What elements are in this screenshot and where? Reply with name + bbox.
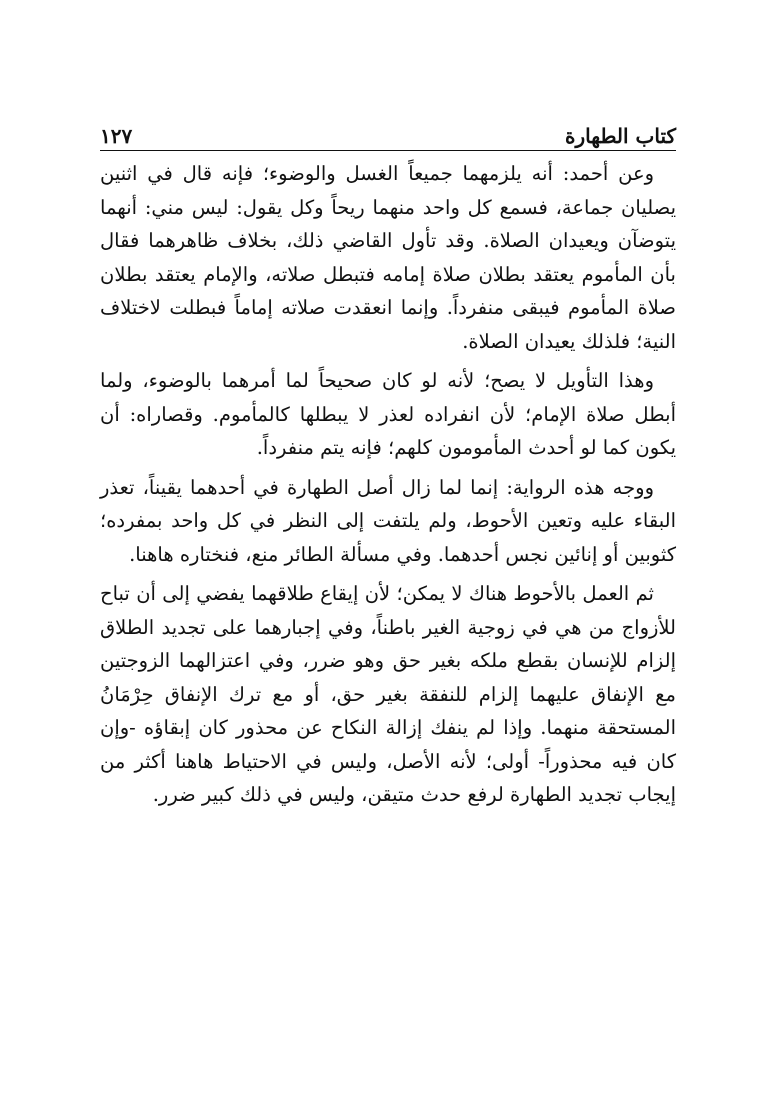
paragraph: ووجه هذه الرواية: إنما لما زال أصل الطهارة في أحدهما يقيناً، تعذر البقاء عليه وتعين الأحوط، ولم يلتفت إلى النظر في كل واحد بمفرده؛ كثوبين أو إنائين نجس أحدهما. وفي مسألة الطائر منع، فنختاره هاهنا. xyxy=(100,475,676,566)
book-page xyxy=(100,118,676,818)
page-body xyxy=(100,157,676,812)
paragraph: وهذا التأويل لا يصح؛ لأنه لو كان صحيحاً لما أمرهما بالوضوء، ولما أبطل صلاة الإمام؛ لأن انفراده لعذر لا يبطلها كالمأموم. وقصاراه: أن يكون كما لو أحدث المأمومون كلهم؛ فإنه يتم منفرداً. xyxy=(100,369,676,459)
paragraph: ثم العمل بالأحوط هناك لا يمكن؛ لأن إيقاع طلاقهما يفضي إلى أن تباح للأزواج من هي في زوجية الغير باطناً، وفي إجبارهما على تجديد الطلاق إلزام للإنسان بقطع ملكه بغير حق وهو ضرر، وفي اعتزالهما الزوجتين مع الإنفاق عليهما إلزام للنفقة بغير حق، أو مع ترك الإنفاق حِرْمَانُ المستحقة منهما. وإذا لم ينفك إزالة النكاح عن محذور كان إبقاؤه -وإن كان فيه محذوراً- أولى؛ لأنه الأصل، وليس في الاحتياط هاهنا أكثر من إيجاب تجديد الطهارة لرفع حدث متيقن، وليس في ذلك كبير ضرر. xyxy=(100,582,676,806)
page-header xyxy=(100,118,676,151)
page-number: ١٢٧ xyxy=(100,124,133,148)
running-title: كتاب الطهارة xyxy=(565,124,676,148)
paragraph: وعن أحمد: أنه يلزمهما جميعاً الغسل والوضوء؛ فإنه قال في اثنين يصليان جماعة، فسمع كل واحد منهما ريحاً وكل يقول: ليس مني: أنهما يتوضآن ويعيدان الصلاة. وقد تأول القاضي ذلك، بخلاف ظاهرهما فقال بأن المأموم يعتقد بطلان صلاة إمامه فتبطل صلاته، والإمام يعتقد بطلان صلاة المأموم فيبقى منفرداً. وإنما انعقدت صلاته إماماً فبطلت لاختلاف النية؛ فلذلك يعيدان الصلاة. xyxy=(100,162,676,353)
